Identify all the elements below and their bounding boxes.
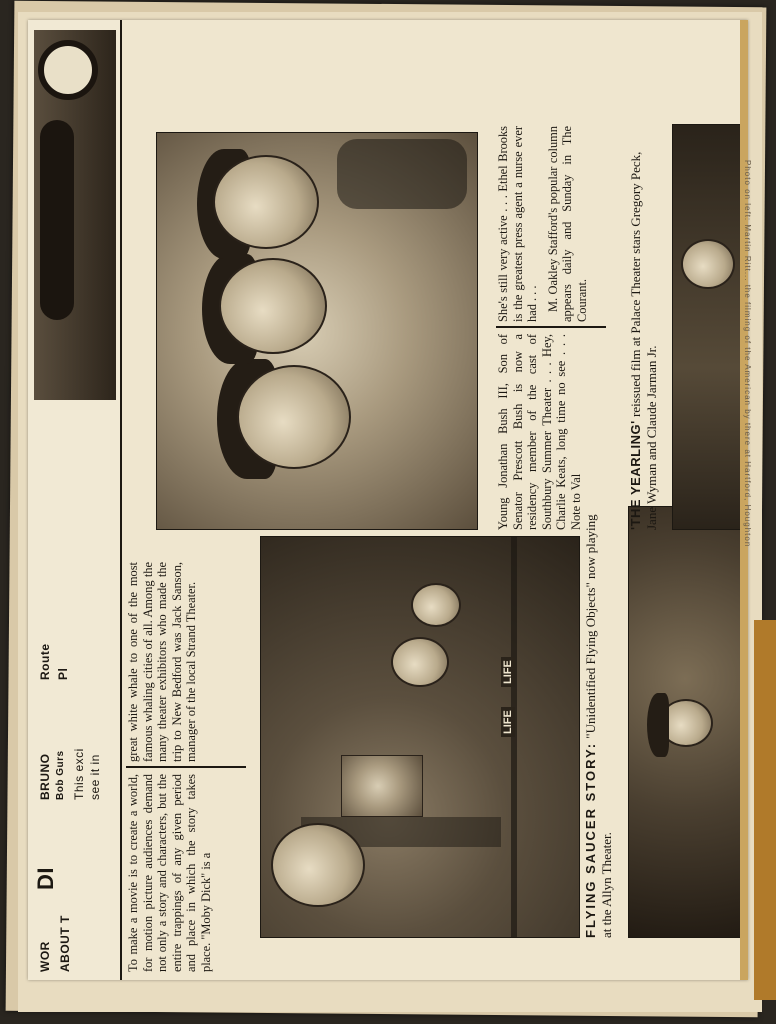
intro-column-2 [126, 562, 199, 762]
woman-3-dress [337, 139, 467, 209]
woman-3-face [213, 155, 319, 249]
top-headline-2: ABOUT T [58, 915, 72, 972]
woman-2-face [219, 258, 327, 354]
column-rule [126, 767, 246, 769]
editor-face [271, 823, 365, 907]
flying-saucer-caption [583, 508, 615, 938]
woman-1-face [237, 365, 351, 469]
life-sign-2: LIFE [501, 657, 515, 687]
intro-column-2-text: great white whale to one of the most famous whaling cities of all. Among the many theater exhibitors who made the trip to New Bedford was Jack Sanson, manager of the local Strand Theater. [126, 562, 199, 762]
gossip-column-2 [496, 126, 590, 322]
reporter-face [391, 637, 449, 687]
top-byline-name: BRUNO [38, 753, 52, 800]
top-banner: DI [33, 867, 58, 890]
yearling-photo [672, 124, 742, 530]
gossip-column-2a-text: She's still very active . . . Ethel Brooks is the greatest press agent a nurse ever had . . . [496, 126, 540, 322]
yearling-caption-head: 'THE YEARLING' [628, 420, 643, 530]
top-strip-roundel [38, 40, 98, 100]
flying-saucer-caption-head: FLYING SAUCER STORY: [583, 741, 598, 938]
clipping-top-strip [28, 20, 122, 980]
yearling-caption [628, 130, 660, 530]
flying-saucer-photo-2 [628, 506, 742, 938]
top-body-line-2: see it in [88, 754, 102, 800]
yearling-caption-body: reissued film at Palace Theater stars Gregory Peck, Jane Wyman and Claude Jarman Jr. [628, 151, 659, 530]
top-byline-sub: Bob Gurs [55, 750, 66, 800]
reporter-face-2 [411, 583, 461, 627]
pilot-hat [647, 693, 669, 757]
flying-saucer-caption-body: "Unidentified Flying Objects" now playing at the Allyn Theater. [583, 514, 614, 938]
gossip-column-1-text: Young Jonathan Bush III, Son of Senator Prescott Bush is now a residency member of the cast of Southbury Summer Theater . . . Hey, Charlie Keats, long time no see . . . Note to Val [496, 334, 583, 530]
life-sign-1: LIFE [501, 707, 515, 737]
newspaper-clipping [28, 20, 748, 980]
three-women-photo [156, 132, 478, 530]
newspaper-sheet [341, 755, 423, 817]
gossip-column-rule [496, 327, 606, 329]
top-route-line-2: Pl [56, 667, 70, 680]
top-body-line-1: This exci [72, 748, 86, 800]
photo-shadow-band [511, 537, 517, 937]
top-strip-figure [40, 120, 74, 320]
gossip-column-1 [496, 334, 584, 530]
top-headline-1: WOR [38, 941, 52, 972]
gossip-column-2b-text: M. Oakley Stafford's popular column appears daily and Sunday in The Courant. [545, 126, 589, 322]
top-strip-photo [34, 30, 116, 400]
edge-credit-text: Photo on left: Martin Ritt... the filming of the American by there at Hartford, Houghton [743, 160, 752, 548]
top-route-line-1: Route [38, 643, 52, 680]
actor-face [681, 239, 735, 289]
flying-saucer-photo [260, 536, 580, 938]
intro-column-1-text: To make a movie is to create a world, for motion picture audiences demand not only a story and characters, but the entire trappings of any given period and place in which the story takes place. "Moby Dick" is a [126, 774, 213, 972]
intro-column-1 [126, 774, 214, 972]
backing-edge-strip [754, 620, 776, 1000]
